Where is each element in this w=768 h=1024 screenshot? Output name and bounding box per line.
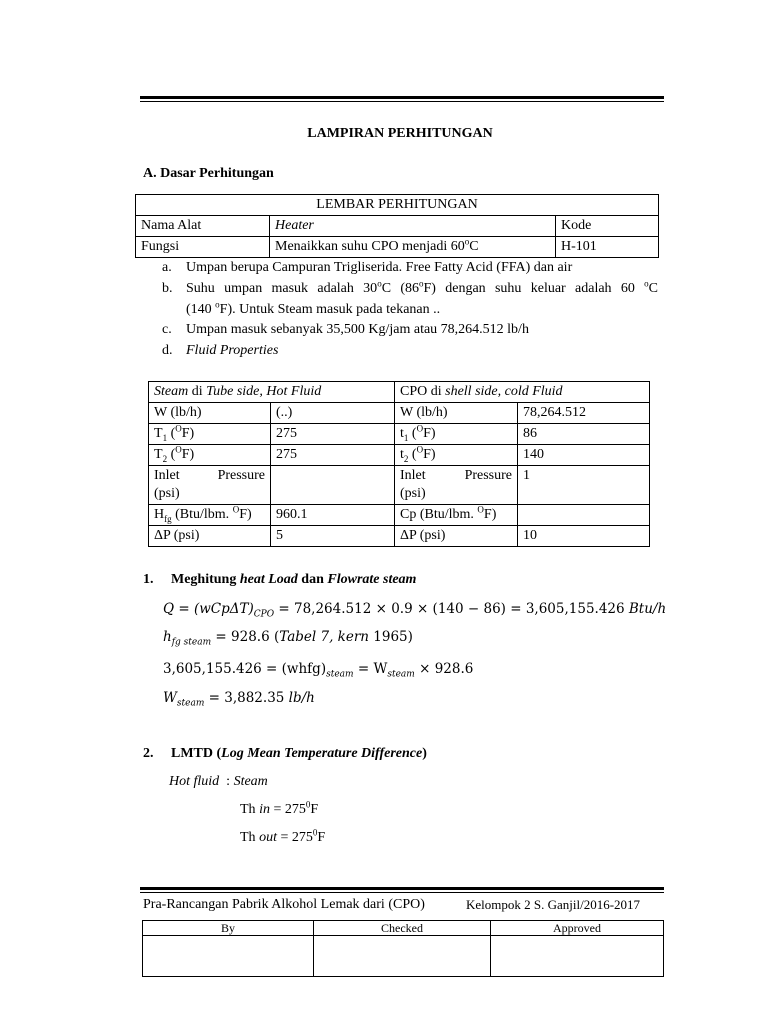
table-row: W (lb/h) (..) W (lb/h) 78,264.512 <box>149 403 650 424</box>
list-item: a. Umpan berupa Campuran Trigliserida. Free Fatty Acid (FFA) dan air <box>162 260 573 275</box>
footer-col-approved: Approved <box>491 921 664 936</box>
footer-left-text: Pra-Rancangan Pabrik Alkohol Lemak dari (CPO) <box>143 897 425 912</box>
table-row: ΔP (psi) 5 ΔP (psi) 10 <box>149 526 650 547</box>
signature-cell <box>491 936 664 977</box>
section-2-heading: 2. LMTD (Log Mean Temperature Difference) <box>143 746 427 761</box>
list-item: d. Fluid Properties <box>162 343 279 358</box>
lembar-cell: Fungsi <box>136 237 270 258</box>
props-header-left: Steam di Tube side, Hot Fluid <box>149 382 395 403</box>
equation-hfg: $h_{fg steam} = 928.6$ (Tabel 7, kern 1965) <box>163 629 413 648</box>
list-item: c. Umpan masuk sebanyak 35,500 Kg/jam atau 78,264.512 lb/h <box>162 322 529 337</box>
fluid-properties-table <box>148 381 650 547</box>
footer-rule-thick <box>140 887 664 890</box>
footer-col-by: By <box>143 921 314 936</box>
table-row: $T_2$ ($^O$F) 275 $t_2$ ($^O$F) 140 <box>149 445 650 466</box>
signature-cell <box>314 936 491 977</box>
footer-rule-thin <box>140 892 664 893</box>
lembar-table <box>135 194 659 258</box>
section-a-heading: A. Dasar Perhitungan <box>143 166 274 181</box>
footer-col-checked: Checked <box>314 921 491 936</box>
page-title: LAMPIRAN PERHITUNGAN <box>307 126 493 141</box>
signature-table <box>142 920 664 977</box>
table-row: Inlet Pressure (psi) Inlet Pressure (psi) 1 <box>149 466 650 505</box>
table-row: $H_{fg}$ (Btu/lbm. $^O$F) 960.1 Cp (Btu/lbm. $^O$F) <box>149 505 650 526</box>
lembar-header: LEMBAR PERHITUNGAN <box>136 195 659 216</box>
section-1-heading: 1. Meghitung heat Load dan Flowrate steam <box>143 572 417 587</box>
lembar-cell: Heater <box>270 216 556 237</box>
hot-fluid-line: Hot fluid : Steam <box>169 774 268 789</box>
th-in-line: Th in = $275^0F$ <box>240 799 319 817</box>
signature-cell <box>143 936 314 977</box>
lembar-cell: Nama Alat <box>136 216 270 237</box>
lembar-cell: Menaikkan suhu CPO menjadi 60$^o$C <box>270 237 556 258</box>
equation-w-steam: $W_{steam} = 3,882.35$ lb/h <box>163 690 315 709</box>
footer-right-text: Kelompok 2 S. Ganjil/2016-2017 <box>466 897 641 912</box>
list-item: b. Suhu umpan masuk adalah 30$^o$C (86$^o$F) dengan suhu keluar adalah 60 $^o$C <box>162 278 658 296</box>
table-row: $T_1$ ($^O$F) 275 $t_1$ ($^O$F) 86 <box>149 424 650 445</box>
props-header-right: CPO di shell side, cold Fluid <box>395 382 650 403</box>
equation-balance: $3,605,155.426 = (whfg)_{steam} = W_{steam} \times 928.6$ <box>163 661 474 680</box>
th-out-line: Th out = $275^0F$ <box>240 827 326 845</box>
header-rule-thin <box>140 101 664 102</box>
lembar-cell: H-101 <box>556 237 659 258</box>
equation-heat-load: $Q = (wCp\Delta T)_{CPO} = 78,264.512 \times 0.9 \times (140 - 86) = 3,605,155.426$ Btu/h <box>163 601 667 620</box>
header-rule-thick <box>140 96 664 99</box>
lembar-cell: Kode <box>556 216 659 237</box>
list-item-continuation: (140 $^o$F). Untuk Steam masuk pada tekanan .. <box>186 299 441 317</box>
